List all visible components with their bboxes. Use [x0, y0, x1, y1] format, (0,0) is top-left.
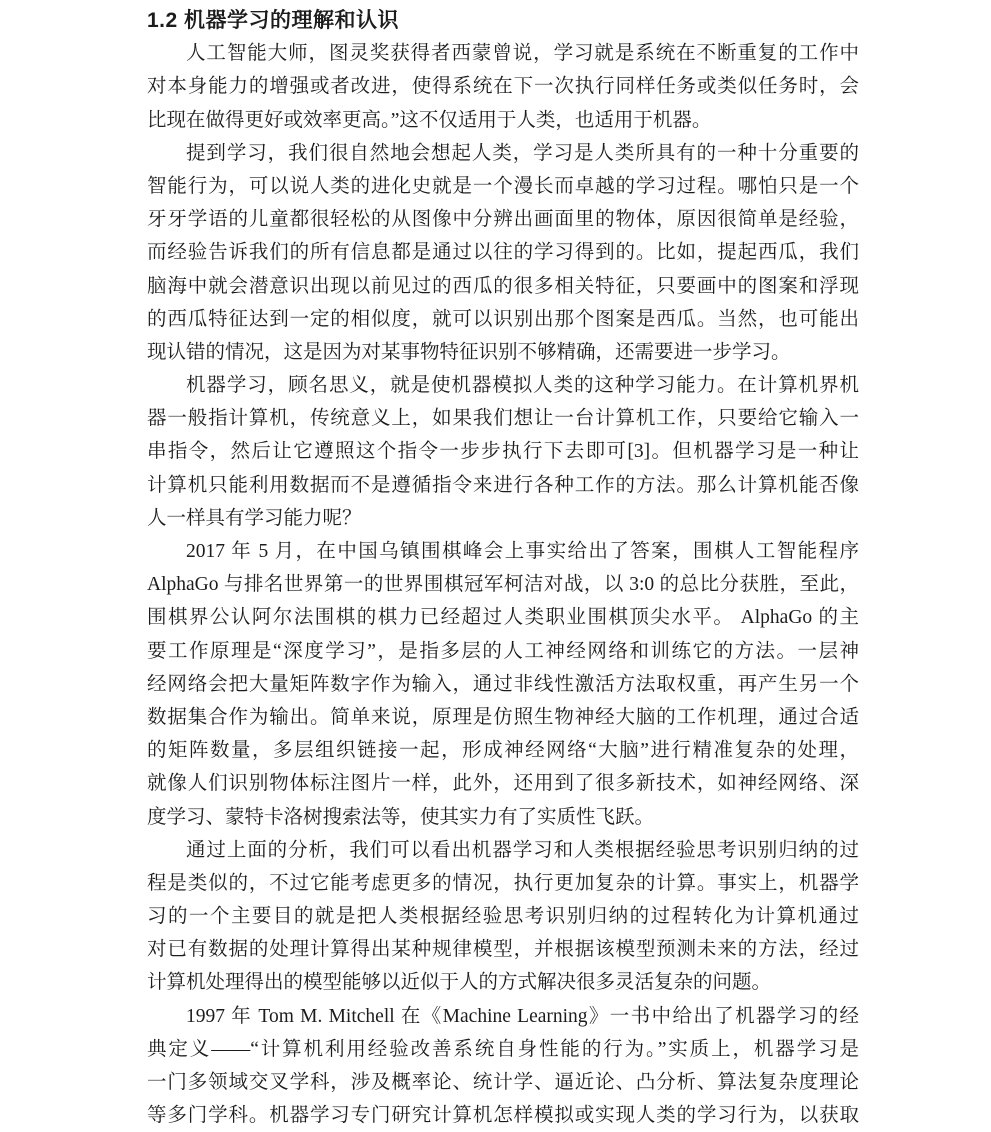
text-line: 现认错的情况，这是因为对某事物特征识别不够精确，还需要进一步学习。: [147, 341, 791, 363]
text-line: 围棋界公认阿尔法围棋的棋力已经超过人类职业围棋顶尖水平。 AlphaGo 的主: [147, 607, 859, 629]
text-line: 的西瓜特征达到一定的相似度，就可以识别出那个图案是西瓜。当然，也可能出: [147, 308, 859, 330]
text-line: 等多门学科。机器学习专门研究计算机怎样模拟或实现人类的学习行为，以获取: [147, 1105, 859, 1127]
text-line: 经网络会把大量矩阵数字作为输入，通过非线性激活方法取权重，再产生另一个: [147, 673, 859, 695]
text-line: 习的一个主要目的就是把人类根据经验思考识别归纳的过程转化为计算机通过: [147, 906, 859, 928]
text-line: 人工智能大师，图灵奖获得者西蒙曾说，学习就是系统在不断重复的工作中: [186, 43, 859, 65]
text-line: 数据集合作为输出。简单来说，原理是仿照生物神经大脑的工作机理，通过合适: [147, 706, 859, 728]
paragraph-1: [147, 37, 859, 137]
text-line: 程是类似的，不过它能考虑更多的情况，执行更加复杂的计算。事实上，机器学: [147, 872, 859, 894]
text-line: 典定义——“计算机利用经验改善系统自身性能的行为。”实质上，机器学习是: [147, 1038, 859, 1060]
paragraph-5: [147, 834, 859, 1000]
text-line: 计算机只能利用数据而不是遵循指令来进行各种工作的方法。那么计算机能否像: [147, 474, 859, 496]
text-line: 智能行为，可以说人类的进化史就是一个漫长而卓越的学习过程。哪怕只是一个: [147, 175, 859, 197]
text-line: 1997 年 Tom M. Mitchell 在《Machine Learning》一书中给出了机器学习的经: [186, 1005, 859, 1027]
paragraph-6: [147, 1000, 859, 1132]
paragraph-4: [147, 535, 859, 834]
text-line: 就像人们识别物体标注图片一样，此外，还用到了很多新技术，如神经网络、深: [147, 773, 859, 795]
text-line: 对本身能力的增强或者改进，使得系统在下一次执行同样任务或类似任务时，会: [147, 76, 859, 98]
text-line: 通过上面的分析，我们可以看出机器学习和人类根据经验思考识别归纳的过: [186, 839, 859, 861]
text-line: 计算机处理得出的模型能够以近似于人的方式解决很多灵活复杂的问题。: [147, 972, 772, 994]
paragraph-3: [147, 369, 859, 535]
paragraph-2: [147, 137, 859, 369]
text-line: 提到学习，我们很自然地会想起人类，学习是人类所具有的一种十分重要的: [186, 142, 859, 164]
text-line: 2017 年 5 月，在中国乌镇围棋峰会上事实给出了答案，围棋人工智能程序: [186, 541, 859, 562]
document-page: [147, 4, 859, 1132]
text-line: 器一般指计算机，传统意义上，如果我们想让一台计算机工作，只要给它输入一: [147, 408, 859, 430]
text-line: 串指令，然后让它遵照这个指令一步步执行下去即可[3]。但机器学习是一种让: [147, 441, 859, 463]
text-line: AlphaGo 与排名世界第一的世界围棋冠军柯洁对战，以 3:0 的总比分获胜，至此，: [147, 574, 859, 596]
text-line: 脑海中就会潜意识出现以前见过的西瓜的很多相关特征，只要画中的图案和浮现: [147, 275, 859, 297]
text-line: 比现在做得更好或效率更高。”这不仅适用于人类，也适用于机器。: [147, 109, 712, 131]
text-line: 牙牙学语的儿童都很轻松的从图像中分辨出画面里的物体，原因很简单是经验，: [147, 209, 859, 231]
section-heading: 1.2 机器学习的理解和认识: [147, 9, 400, 32]
text-line: 一门多领域交叉学科，涉及概率论、统计学、逼近论、凸分析、算法复杂度理论: [147, 1072, 859, 1093]
text-line: 度学习、蒙特卡洛树搜索法等，使其实力有了实质性飞跃。: [147, 806, 655, 828]
text-line: 要工作原理是“深度学习”，是指多层的人工神经网络和训练它的方法。一层神: [147, 640, 859, 662]
text-line: 而经验告诉我们的所有信息都是通过以往的学习得到的。比如，提起西瓜，我们: [147, 242, 859, 264]
text-line: 对已有数据的处理计算得出某种规律模型，并根据该模型预测未来的方法，经过: [147, 939, 859, 961]
text-line: 机器学习，顾名思义，就是使机器模拟人类的这种学习能力。在计算机界机: [186, 375, 859, 397]
text-line: 的矩阵数量，多层组织链接一起，形成神经网络“大脑”进行精准复杂的处理，: [147, 740, 859, 762]
text-line: 人一样具有学习能力呢？: [147, 507, 362, 529]
